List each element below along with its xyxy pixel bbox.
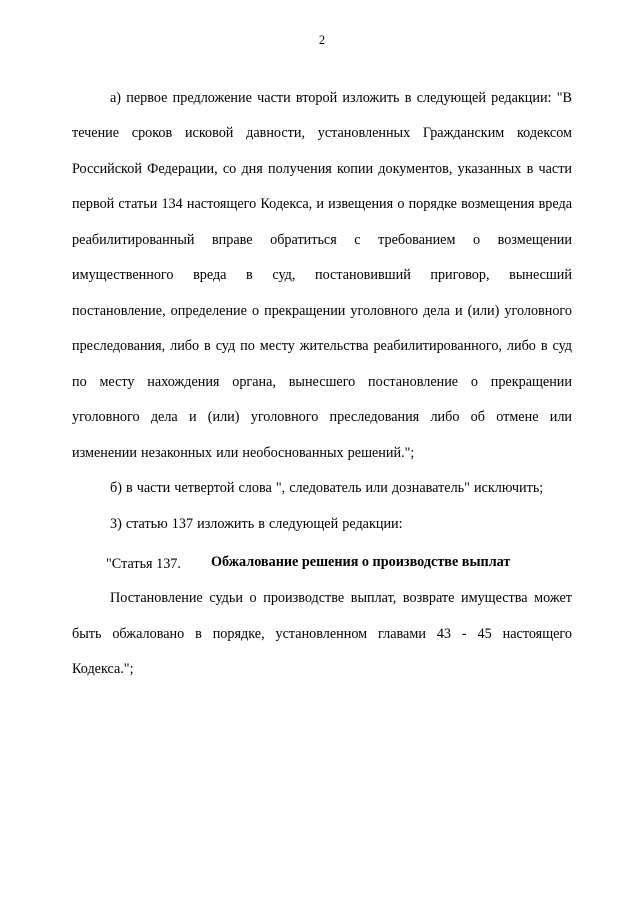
article-heading: [72, 551, 572, 577]
paragraph-b: б) в части четвертой слова ", следователь или дознаватель" исключить;: [110, 480, 544, 496]
paragraph-item-3: 3) статью 137 изложить в следующей редакции:: [110, 515, 403, 532]
spacer: [72, 542, 572, 551]
article-label: "Статья 137.: [106, 556, 181, 572]
article-title: Обжалование решения о производстве выплат: [210, 554, 511, 570]
paragraph-closing: Постановление судьи о производстве выплат, возврате имущества может быть обжаловано в порядке, установленном главами 43 - 45 настоящего Кодекса.";: [72, 590, 572, 677]
page-number: 2: [318, 33, 326, 47]
paragraph-a: а) первое предложение части второй изложить в следующей редакции: "В течение сроков исковой давности, установленных Гражданским кодексом Российской Федерации, со дня получения копии документов, указанных в части первой статьи 134 настоящего Кодекса, и извещения о порядке возмещения вреда реабилитированный вправе обратиться с требованием о возмещении имущественного вреда в суд, постановивший приговор, вынесший постановление, определение о прекращении уголовного дела и (или) уголовного преследования, либо в суд по месту жительства реабилитированного, либо в суд по месту нахождения органа, вынесшего постановление о прекращении уголовного дела и (или) уголовного преследования либо об отмене или изменении незаконных или необоснованных решений.";: [72, 89, 572, 461]
